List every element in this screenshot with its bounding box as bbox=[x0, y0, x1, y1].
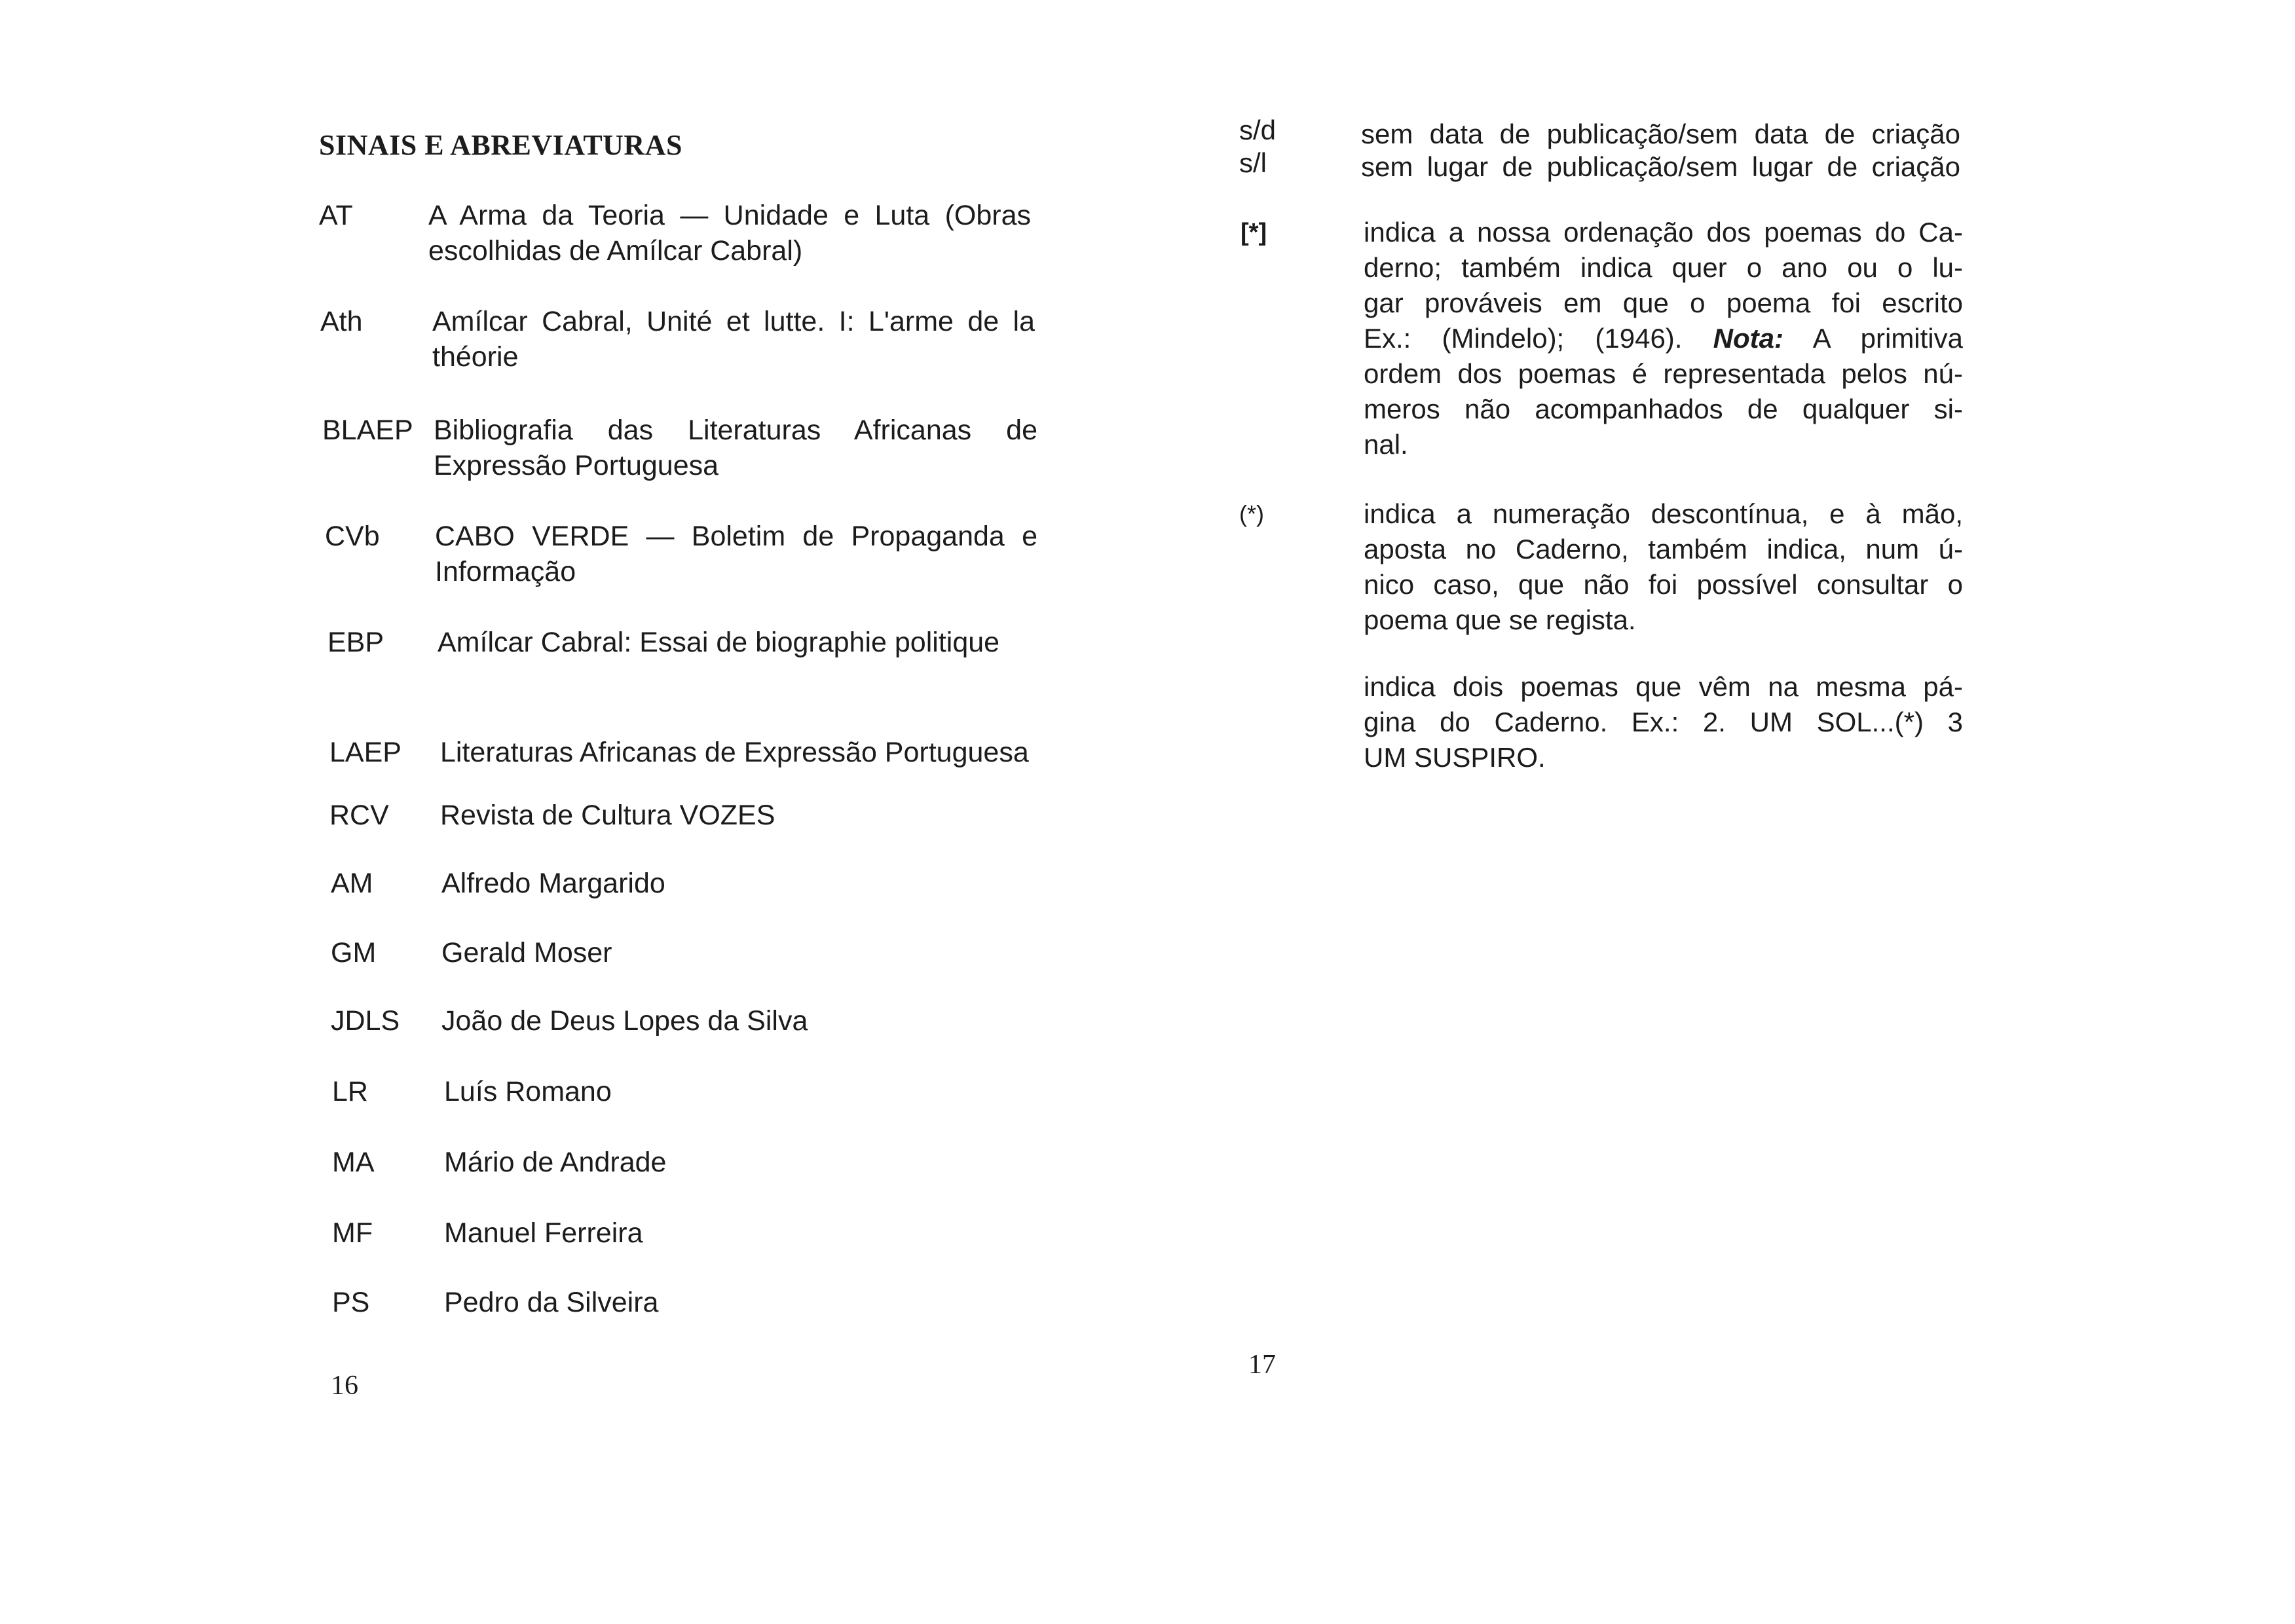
definition-line: sem data de publicação/sem data de criação bbox=[1361, 119, 1960, 149]
nota-label: Nota: bbox=[1713, 323, 1783, 354]
abbreviation-key: MA bbox=[332, 1147, 375, 1178]
abbreviation-definition: Mário de Andrade bbox=[444, 1147, 667, 1178]
bracket-asterisk-symbol: [*] bbox=[1241, 219, 1267, 246]
nota-text: A primitiva bbox=[1812, 323, 1963, 354]
abbreviation-key: Ath bbox=[320, 306, 363, 337]
symbol-definition bbox=[1364, 215, 1963, 462]
abbreviation-key: RCV bbox=[329, 800, 389, 831]
abbreviation-key: JDLS bbox=[331, 1005, 400, 1037]
definition-line: indica a nossa ordenação dos poemas do Ca- bbox=[1364, 217, 1963, 248]
abbreviation-definition: Bibliografia das Literaturas Africanas de Expressão Portuguesa bbox=[434, 415, 1037, 481]
page-heading: SINAIS E ABREVIATURAS bbox=[319, 129, 682, 161]
definition-line: aposta no Caderno, também indica, num ú- bbox=[1364, 534, 1963, 564]
definition-line: poema que se regista. bbox=[1364, 604, 1636, 635]
definition-line: sem lugar de publicação/sem lugar de criação bbox=[1361, 151, 1960, 182]
definition-line: UM SUSPIRO. bbox=[1364, 742, 1546, 773]
abbreviation-key: LAEP bbox=[329, 737, 401, 768]
abbreviation-definition: Luís Romano bbox=[444, 1076, 612, 1107]
symbol-definition bbox=[1361, 117, 1960, 152]
definition-line: meros não acompanhados de qualquer si- bbox=[1364, 394, 1963, 424]
abbreviation-definition: Pedro da Silveira bbox=[444, 1287, 659, 1318]
abbreviation-definition: A Arma da Teoria — Unidade e Luta (Obras escolhidas de Amílcar Cabral) bbox=[428, 200, 1031, 267]
abbreviation-key: CVb bbox=[325, 521, 380, 552]
abbreviation-key: LR bbox=[332, 1076, 368, 1107]
symbol-key: s/l bbox=[1239, 147, 1267, 178]
paren-asterisk-symbol: (*) bbox=[1239, 500, 1264, 527]
abbreviation-definition: João de Deus Lopes da Silva bbox=[441, 1005, 808, 1037]
abbreviation-definition: Amílcar Cabral: Essai de biographie politique bbox=[438, 627, 1000, 658]
right-page bbox=[1148, 0, 2295, 1624]
abbreviation-key: GM bbox=[331, 937, 377, 969]
definition-line: nico caso, que não foi possível consultar o bbox=[1364, 569, 1963, 600]
page-number-left: 16 bbox=[331, 1371, 358, 1401]
abbreviation-definition: Amílcar Cabral, Unité et lutte. I: L'arme de la théorie bbox=[432, 306, 1035, 373]
abbreviation-definition: CABO VERDE — Boletim de Propaganda e Informação bbox=[435, 521, 1037, 587]
definition-line: gina do Caderno. Ex.: 2. UM SOL...(*) 3 bbox=[1364, 707, 1963, 737]
abbreviation-definition: Manuel Ferreira bbox=[444, 1217, 643, 1249]
abbreviation-key: AM bbox=[331, 868, 373, 899]
definition-line: indica dois poemas que vêm na mesma pá- bbox=[1364, 671, 1963, 702]
abbreviation-key: AT bbox=[319, 200, 353, 231]
abbreviation-definition: Revista de Cultura VOZES bbox=[440, 800, 775, 831]
abbreviation-definition: Literaturas Africanas de Expressão Portuguesa bbox=[440, 737, 1029, 768]
abbreviation-key: BLAEP bbox=[322, 415, 413, 446]
definition-line: indica a numeração descontínua, e à mão, bbox=[1364, 498, 1963, 529]
definition-line: nal. bbox=[1364, 429, 1408, 460]
page-number-right: 17 bbox=[1248, 1350, 1276, 1380]
abbreviation-key: PS bbox=[332, 1287, 370, 1318]
symbol-key: s/d bbox=[1239, 115, 1277, 145]
abbreviation-definition: Alfredo Margarido bbox=[441, 868, 665, 899]
definition-line-with-nota bbox=[1364, 321, 1963, 356]
abbreviation-key: EBP bbox=[327, 627, 384, 658]
definition-line: ordem dos poemas é representada pelos nú- bbox=[1364, 358, 1963, 389]
definition-line: gar prováveis em que o poema foi escrito bbox=[1364, 287, 1963, 318]
abbreviation-key: MF bbox=[332, 1217, 373, 1249]
symbol-definition bbox=[1361, 149, 1960, 185]
abbreviation-definition: Gerald Moser bbox=[441, 937, 612, 969]
definition-line: derno; também indica quer o ano ou o lu- bbox=[1364, 252, 1963, 283]
symbol-definition bbox=[1364, 669, 1963, 775]
definition-line-text: Ex.: (Mindelo); (1946). bbox=[1364, 323, 1683, 354]
symbol-definition bbox=[1364, 496, 1963, 638]
